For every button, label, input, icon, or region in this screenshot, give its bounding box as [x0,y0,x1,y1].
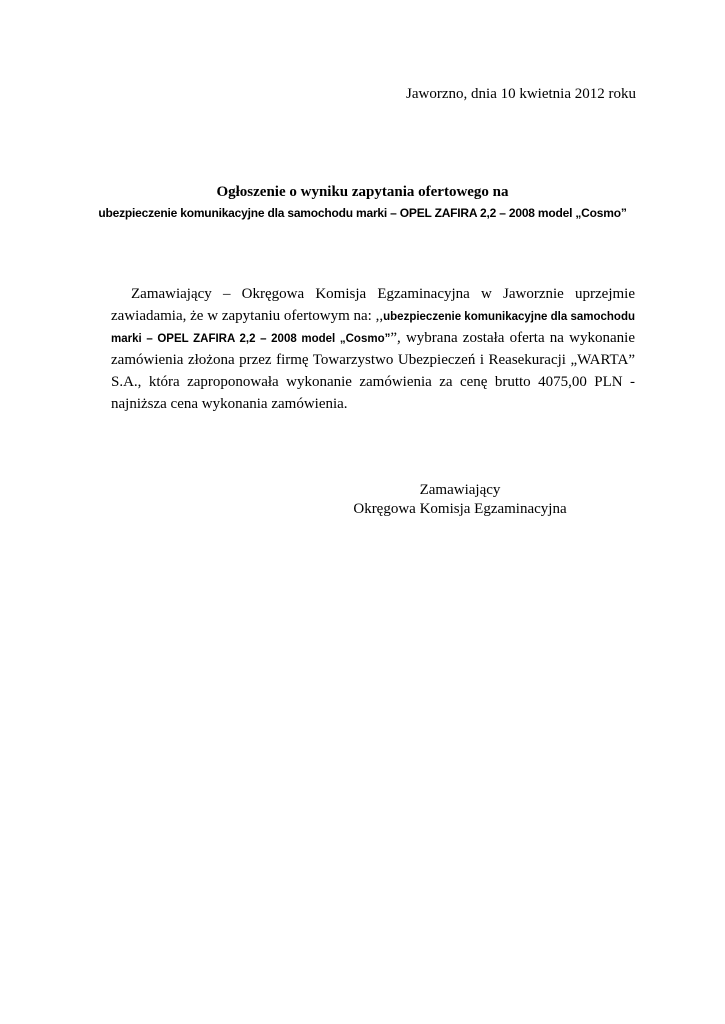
signature-role: Zamawiający [419,482,501,498]
body-line-2-text: zawiadamia, że w zapytaniu ofertowym na: ,, [111,308,384,324]
body-line-3 [111,327,635,349]
body-line-6: najniższa cena wykonania zamówienia. [111,396,348,412]
signature-block [340,481,580,519]
body-line-5: S.A., która zaproponowała wykonanie zamówienia za cenę brutto 4075,00 PLN - [111,374,635,390]
announcement-subtitle: ubezpieczenie komunikacyjne dla samochodu marki – OPEL ZAFIRA 2,2 – 2008 model „Cosmo” [98,206,627,220]
body-line-4: zamówienia złożona przez firmę Towarzystwo Ubezpieczeń i Reasekuracji „WARTA” [111,352,635,368]
body-line-3-text: ”, wybrana została oferta na wykonanie [390,330,635,346]
order-subject-part-2: marki – OPEL ZAFIRA 2,2 – 2008 model „Cosmo” [111,333,391,345]
body-line-2 [111,305,635,327]
place-and-date: Jaworzno, dnia 10 kwietnia 2012 roku [406,86,636,102]
announcement-title: Ogłoszenie o wyniku zapytania ofertowego na [216,184,509,200]
signature-organization: Okręgowa Komisja Egzaminacyjna [353,501,567,517]
body-line-1: Zamawiający – Okręgowa Komisja Egzaminacyjna w Jaworznie uprzejmie [131,286,635,302]
order-subject-part-1: ubezpieczenie komunikacyjne dla samochodu [383,311,635,323]
announcement-body [111,283,635,415]
